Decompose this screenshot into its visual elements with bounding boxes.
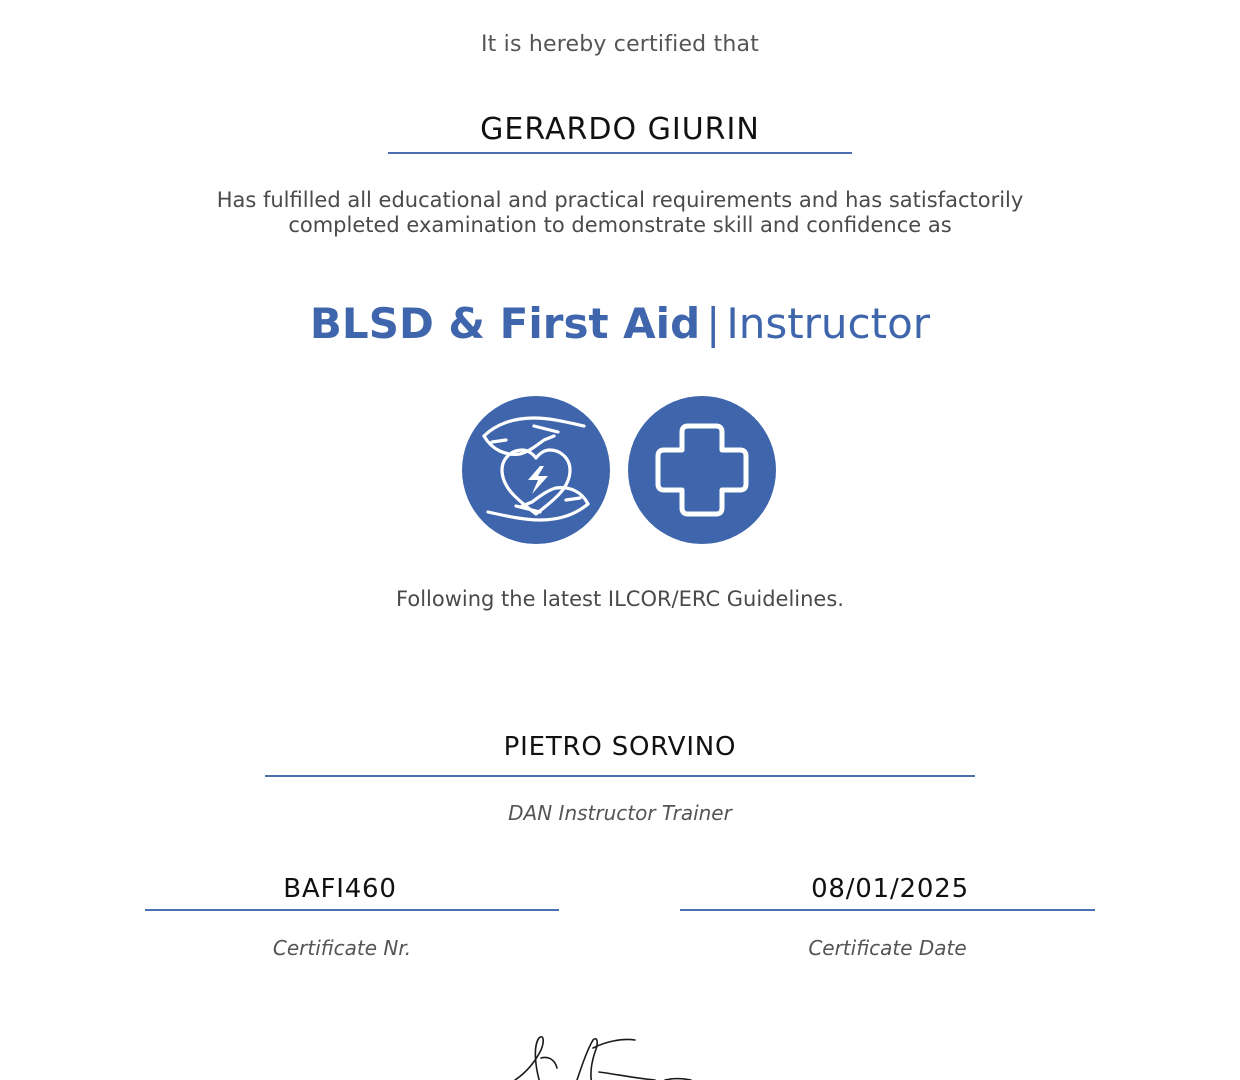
course-name: BLSD & First Aid <box>309 299 701 348</box>
trainer-underline <box>265 775 975 777</box>
statement-line-2: completed examination to demonstrate skill and confidence as <box>288 213 952 237</box>
certificate-number-caption: Certificate Nr. <box>272 936 412 960</box>
course-separator: | <box>706 299 721 348</box>
certificate-date: 08/01/2025 <box>811 874 969 904</box>
hands-heart-defibrillator-icon <box>462 396 610 544</box>
signature <box>505 1028 745 1080</box>
guidelines-text: Following the latest ILCOR/ERC Guidelines. <box>396 587 844 611</box>
certificate-date-underline <box>680 909 1095 911</box>
course-role: Instructor <box>726 299 931 348</box>
intro-text: It is hereby certified that <box>480 32 760 57</box>
statement-line-1: Has fulfilled all educational and practical requirements and has satisfactorily <box>216 188 1024 212</box>
trainer-role: DAN Instructor Trainer <box>508 801 732 825</box>
recipient-underline <box>388 152 852 154</box>
course-title <box>0 296 1240 352</box>
certificate-date-caption: Certificate Date <box>808 936 967 960</box>
trainer-name: PIETRO SORVINO <box>503 732 737 762</box>
statement-text <box>120 188 1120 238</box>
recipient-name: GERARDO GIURIN <box>480 112 760 147</box>
certificate-number-underline <box>145 909 559 911</box>
certificate-number: BAFI460 <box>283 874 397 904</box>
first-aid-cross-icon <box>628 396 776 544</box>
